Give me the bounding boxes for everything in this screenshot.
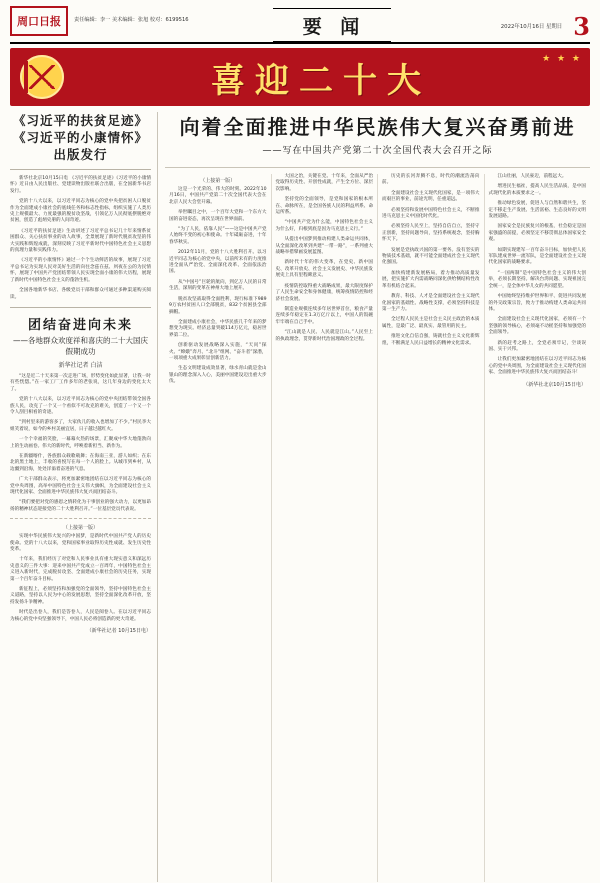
main-para: 坚持党的全面领导，是党和国家的根本所在、命脉所在，是全国各族人民的利益所系、命运所系。 <box>275 197 373 216</box>
main-para: 必须坚持和发展中国特色社会主义，不断推进马克思主义中国化时代化。 <box>382 207 480 220</box>
main-column <box>158 112 590 882</box>
banner-slogan: 喜迎二十大 <box>211 60 431 101</box>
main-para: 必须坚持人民至上，坚持自信自立，坚持守正创新，坚持问题导向，坚持系统观念，坚持胸怀天下。 <box>382 224 480 243</box>
article-para: “这是近二十天来第一次走进广场，形势变化如此显著，让我一时有些恍惚。”在一家工厂工作多年的老张说，这几年身边的变化太大了。 <box>10 373 151 392</box>
byline: 新华社记者 白洁 <box>58 361 103 369</box>
main-para: 新时代十年的伟大变革，在党史、新中国史、改革开放史、社会主义发展史、中华民族发展史上具有里程碑意义。 <box>275 260 373 279</box>
main-para: 从提出中国梦到推动构建人类命运共同体，从全面深化改革到共建“一带一路”，一系列重大战略举措擘画发展蓝图。 <box>275 237 373 256</box>
article-para: “我们要把对党的感恩之情转化为干事创业的强大动力，以更加昂扬的精神状态迎接党的二十大胜利召开。”一位基层党员代表说。 <box>10 500 151 512</box>
newspaper-logo: 周口日报 <box>10 6 68 36</box>
endnote: （新华社记者 10月15日电） <box>86 628 151 635</box>
main-para: 如期实现建军一百年奋斗目标，加快把人民军队建成世界一流军队，是全面建设社会主义现代化国家的战略要求。 <box>488 247 586 266</box>
book-para: 《习近平的小康情怀》通过一个个生动鲜活的故事，展现了习近平总书记为实现人民对美好生活的向往念兹在兹、夙夜在公的为民情怀，展现了中国共产党团结带领人民实现全面小康的伟大历程，展现了新时代中国特色社会主义的蓬勃生机。 <box>10 258 151 283</box>
main-para: 举世瞩目之中，一个百年大党和一个东方大国的奋进姿态，再次呈现在世界面前。 <box>169 210 267 222</box>
main-para: 中国始终坚持维护世界和平、促进共同发展的外交政策宗旨，致力于推动构建人类命运共同体。 <box>488 294 586 312</box>
main-para: 2012年11月，党的十八大胜利召开。以习近平同志为核心的党中央，以前所未有的力度推进全面从严治党、全面深化改革、全面依法治国。 <box>169 250 267 275</box>
left-column <box>10 112 158 882</box>
article-para: “到村里来的游客多了，大家伙儿的收入也增加了不少。”村民李大姐笑着说，如今的乡村美丽宜居，日子越过越红火。 <box>10 420 151 432</box>
celebration-banner <box>10 48 590 106</box>
cont-para: 时代是出卷人，我们是答卷人，人民是阅卷人。在以习近平同志为核心的党中央坚强领导下，中国人民必将创造新的更大奇迹。 <box>10 610 151 622</box>
main-para: 制造业规模连续多年居世界首位，粮食产量连续多年稳定在1.3万亿斤以上，中国人的饭碗牢牢端在自己手中。 <box>275 306 373 325</box>
article-para: 广大干部群众表示，将更加紧密地团结在以习近平同志为核心的党中央周围，高举中国特色社会主义伟大旗帜，为全面建设社会主义现代化国家、全面推进中华民族伟大复兴而团结奋斗。 <box>10 477 151 495</box>
main-para: 新的赶考之路上，全党必须牢记，空谈误国、实干兴邦。 <box>488 340 586 352</box>
text-column-2 <box>271 174 378 882</box>
main-para: 创新驱动发展战略深入实施，“天问”探火、“嫦娥”奔月、“北斗”组网、“奋斗者”深潜，一项项重大成果彰显创新活力。 <box>169 343 267 361</box>
text-column-4 <box>484 174 591 882</box>
main-para: 疫情防控取得重大战略成果，最大限度保护了人民生命安全和身体健康，统筹疫情防控和经济社会发展。 <box>275 283 373 302</box>
main-para: 教育、科技、人才是全面建设社会主义现代化国家的基础性、战略性支撑，必须坚持科技是第一生产力。 <box>382 294 480 312</box>
article-para: 党的十八大以来，以习近平同志为核心的党中央团结带领全国各族人民，攻克了一个又一个看似不可攻克的难关，创造了一个又一个令人刮目相看的奇迹。 <box>10 397 151 415</box>
main-para: 脱贫攻坚战取得全面胜利，现行标准下9899万农村贫困人口全部脱贫，832个贫困县全部摘帽。 <box>169 296 267 315</box>
main-para: “中国共产党为什么能，中国特色社会主义为什么好，归根到底是因为马克思主义行。” <box>275 220 373 232</box>
main-para: 增进民生福祉，提高人民生活品质，是中国式现代化的本质要求之一。 <box>488 184 586 196</box>
main-para: 推进文化自信自强，铸就社会主义文化新辉煌，不断满足人民日益增长的精神文化需求。 <box>382 334 480 346</box>
main-para: “为了人民，依靠人民”——这是中国共产党人始终不变的初心和使命。十年砥砺奋进，十年春华秋实。 <box>169 227 267 245</box>
cont-para: 实现中华民族伟大复兴的中国梦，是新时代中国共产党人的历史使命。党的十八大以来，党和国家事业取得历史性成就、发生历史性变革。 <box>10 534 151 553</box>
main-para: 全过程人民民主是社会主义民主政治的本质属性，是最广泛、最真实、最管用的民主。 <box>382 317 480 329</box>
masthead-credits: 责任编辑：李一 美术编辑：张旭 校对：6199516 <box>74 17 189 23</box>
cont-para: 新征程上，必须坚持和加强党的全面领导，坚持中国特色社会主义道路，坚持以人民为中心的发展思想，坚持全面深化改革开放，坚持发扬斗争精神。 <box>10 587 151 605</box>
continuation-tag: （上接第一版） <box>62 525 98 532</box>
book-headline-1: 《习近平的扶贫足迹》 <box>12 113 148 128</box>
main-para: 让我们更加紧密地团结在以习近平同志为核心的党中央周围，为全面建设社会主义现代化国家、全面推进中华民族伟大复兴而团结奋斗！ <box>488 357 586 376</box>
book-lead: 新华社北京10月15日电 《习近平的扶贫足迹》《习近平的小康情怀》近日由人民出版社、党建读物出版社联合出版，在全国新华书店发行。 <box>10 176 151 194</box>
article-para: 一个个幸福的笑脸，一幕幕火热的场景，汇聚成中华大地蓬勃向上的生动画卷。伟大的新时代，呼唤着新担当、新作为。 <box>10 437 151 449</box>
continuation-tag: （上接第一版） <box>200 178 236 184</box>
party-emblem-icon <box>20 55 64 99</box>
text-column-1 <box>165 174 271 882</box>
main-para: 生态文明建设成效显著，绿水青山就是金山银山的理念深入人心，美丽中国建设迈出重大步伐。 <box>169 366 267 385</box>
divider <box>10 307 151 308</box>
main-para: 大国之治，关键在党。十年来，全面从严治党取得历史性、开创性成就，产生全方位、深层次影响。 <box>275 174 373 192</box>
main-para: 历史的长河奔腾不息，时代的潮流浩荡向前。 <box>382 174 480 186</box>
stars-icon: ★ ★ ★ <box>542 54 582 64</box>
endnote: （新华社北京10月15日电） <box>523 381 586 388</box>
main-para: 全面建设社会主义现代化国家，必须有一个坚强的领导核心，必须毫不动摇坚持和加强党的全面领导。 <box>488 317 586 336</box>
page-content <box>10 112 590 882</box>
main-para: 江山壮丽，人民豪迈，前程远大。 <box>497 174 567 179</box>
book-para: 全国各地新华书店、各级党员干部和群众可通过多种渠道购买阅读。 <box>10 288 151 300</box>
divider <box>10 518 151 519</box>
divider <box>10 169 151 170</box>
cont-para: 十年来，我们经历了对党和人民事业具有重大现实意义和深远历史意义的三件大事：迎来中国共产党成立一百周年，中国特色社会主义进入新时代，完成脱贫攻坚、全面建成小康社会的历史任务，实现第一个百年奋斗目标。 <box>10 557 151 582</box>
main-para: 全面建设社会主义现代化国家，是一项伟大而艰巨的事业，前途光明，任重道远。 <box>382 190 480 203</box>
article-para: 在新疆喀什，各族群众载歌载舞；在海南三亚，游人如织；在东北的黑土地上，丰收的喜悦写在每一个人的脸上。从城市到乡村，从边疆到沿海，处处洋溢着奋进的气息。 <box>10 453 151 472</box>
main-para: 推动绿色发展，促进人与自然和谐共生，坚定不移走生产发展、生活富裕、生态良好的文明发展道路。 <box>488 201 586 220</box>
main-para: “一国两制”是中国特色社会主义的伟大创举，必须长期坚持。解决台湾问题、实现祖国完全统一，是全体中华儿女的共同愿望。 <box>488 270 586 289</box>
page-number: 3 <box>573 12 590 41</box>
book-para: 《习近平的扶贫足迹》生动讲述了习近平总书记几十年来情系贫困群众、关心扶贫事业的动人故事，全景展现了新时代脱贫攻坚的伟大实践和辉煌成就，深刻反映了习近平新时代中国特色社会主义思想的真理力量和实践伟力。 <box>10 228 151 254</box>
masthead <box>10 6 590 44</box>
publication-date: 2022年10月16日 星期日 <box>500 24 563 30</box>
main-para: 从“中国号”巨轮的航向，到亿万人民的日常生活，深刻的变革在神州大地上展开。 <box>169 279 267 292</box>
main-para: 国家安全是民族复兴的根基，社会稳定是国家强盛的前提，必须坚定不移贯彻总体国家安全观。 <box>488 224 586 243</box>
section-subhead: ——各地群众欢度祥和喜庆的二十大国庆假期成功 <box>13 335 148 356</box>
book-para: 党的十八大以来，以习近平同志为核心的党中央把贫困人口脱贫作为全面建成小康社会的底线任务和标志性指标，组织实施了人类历史上规模最大、力度最强的脱贫攻坚战，引领亿万人民彻底摆脱绝对贫困，创造了彪炳史册的人间奇迹。 <box>10 199 151 224</box>
masthead-title-wrap <box>224 6 440 42</box>
main-para: 全面建成小康社会，中华民族几千年来的梦想变为现实。经济总量突破114万亿元，稳居世界第二位。 <box>169 319 267 338</box>
main-headline: 向着全面推进中华民族伟大复兴奋勇前进 <box>179 115 576 139</box>
section-headline: 团结奋进向未来 <box>27 317 133 333</box>
page-title: 要 闻 <box>273 8 392 42</box>
main-para: 这是一个光荣的、伟大的时刻。2022年10月16日，中国共产党第二十次全国代表大会在北京人民大会堂开幕。 <box>169 187 267 205</box>
main-para: 加快构建新发展格局，着力推动高质量发展，把实施扩大内需战略同深化供给侧结构性改革有机结合起来。 <box>382 270 480 289</box>
main-para: “江山就是人民、人民就是江山。”人民至上的执政理念，贯穿新时代治国理政的全过程。 <box>275 330 373 342</box>
divider <box>165 167 590 168</box>
main-para: 发展是党执政兴国的第一要务。没有坚实的物质技术基础，就不可能全面建成社会主义现代化强国。 <box>382 247 480 266</box>
main-subhead: ——写在中国共产党第二十次全国代表大会召开之际 <box>262 146 493 156</box>
text-column-3 <box>377 174 484 882</box>
masthead-right <box>440 6 590 39</box>
book-headline-2: 《习近平的小康情怀》出版发行 <box>12 130 148 162</box>
